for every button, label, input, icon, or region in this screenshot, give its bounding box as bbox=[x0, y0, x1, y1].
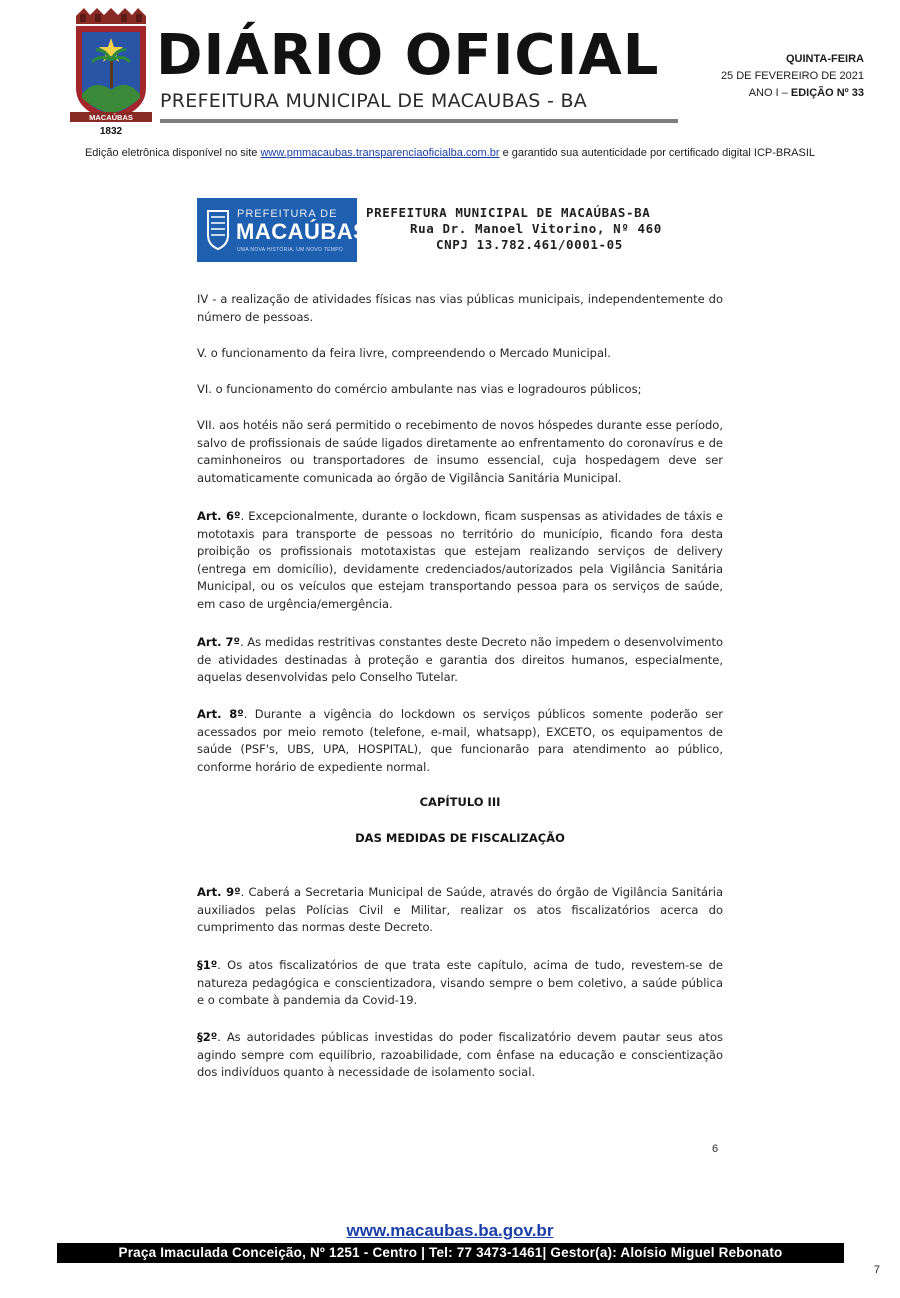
paragraph-1-text: . Os atos fiscalizatórios de que trata este capítulo, acima de tudo, revestem-se de natureza pedagógica e conscientizadora, visando sempre o bem coletivo, a saúde pública e o combate à pandemia da Covid-19. bbox=[197, 958, 723, 1008]
logo-name: MACAÚBAS bbox=[236, 219, 369, 244]
masthead-title: DIÁRIO OFICIAL bbox=[156, 23, 660, 88]
crest-icon bbox=[207, 207, 229, 251]
chapter-title: DAS MEDIDAS DE FISCALIZAÇÃO bbox=[355, 831, 565, 845]
article-8-label: Art. 8º bbox=[197, 707, 244, 721]
logo-top-text: PREFEITURA DE bbox=[237, 208, 338, 220]
article-9 bbox=[197, 884, 723, 937]
year-label: ANO I – bbox=[748, 87, 791, 99]
page-number: 7 bbox=[873, 1264, 880, 1276]
article-7-text: . As medidas restritivas constantes deste Decreto não impedem o desenvolvimento de atividades destinadas à proteção e garantia dos direitos humanos, especialmente, aquelas desenvolvidas pelo Conselho Tutelar. bbox=[197, 635, 723, 685]
prefeitura-logo bbox=[197, 198, 369, 262]
article-8-text: . Durante a vigência do lockdown os serviços públicos somente poderão ser acessados por meio remoto (telefone, e-mail, whatsapp), EXCETO, os equipamentos de saúde (PSF's, UBS, UPA, HOSPITAL), que funcionarão para atendimento ao público, conforme horário de expediente normal. bbox=[197, 707, 723, 774]
decree-header-text bbox=[366, 205, 716, 253]
paragraph-v: V. o funcionamento da feira livre, compreendendo o Mercado Municipal. bbox=[197, 346, 611, 360]
municipal-site-link[interactable]: www.macaubas.ba.gov.br bbox=[346, 1221, 554, 1240]
article-9-text: . Caberá a Secretaria Municipal de Saúde, através do órgão de Vigilância Sanitária auxiliados pelas Polícias Civil e Militar, realizar os atos fiscalizatórios acerca do cumprimento das normas deste Decreto. bbox=[197, 885, 724, 935]
header-line-3: CNPJ 13.782.461/0001-05 bbox=[436, 237, 623, 252]
article-6-text: . Excepcionalmente, durante o lockdown, ficam suspensas as atividades de táxis e mototaxis para transporte de pessoas no território do município, ficando fora desta proibição os profissionais mototaxistas que estejam realizando serviços de delivery (entrega em domicílio), devidamente credenciados/autorizados pela Vigilância Sanitária Municipal, ou os veículos que estejam transportando pessoa para os serviços de saúde, em caso de urgência/emergência. bbox=[197, 509, 723, 611]
edition-number: EDIÇÃO Nº 33 bbox=[790, 87, 864, 99]
footer-address-bar: Praça Imaculada Conceição, Nº 1251 - Centro | Tel: 77 3473-1461| Gestor(a): Aloísio Miguel Rebonato bbox=[57, 1243, 844, 1263]
paragraph-2-label: §2º bbox=[197, 1030, 218, 1044]
coat-ribbon-text: MACAÚBAS bbox=[89, 113, 133, 122]
paragraph-2-text: . As autoridades públicas investidas do poder fiscalizatório devem pautar seus atos agindo sempre com equilíbrio, razoabilidade, com ênfase na educação e conscientização dos indivíduos quanto à necessidade de isolamento social. bbox=[197, 1030, 723, 1080]
paragraph-iv: IV - a realização de atividades físicas nas vias públicas municipais, independentemente do número de pessoas. bbox=[197, 292, 723, 324]
footer-url bbox=[0, 1221, 900, 1241]
edition-line bbox=[721, 85, 864, 102]
article-6 bbox=[197, 508, 723, 614]
masthead-subtitle: PREFEITURA MUNICIPAL DE MACAUBAS - BA bbox=[160, 90, 588, 112]
edition-note-after: e garantido sua autenticidade por certificado digital ICP-BRASIL bbox=[499, 147, 816, 159]
transparency-site-link[interactable]: www.pmmacaubas.transparenciaoficialba.com.br bbox=[260, 147, 500, 159]
paragraph-vi: VI. o funcionamento do comércio ambulante nas vias e logradouros públicos; bbox=[197, 382, 642, 396]
paragraph-1 bbox=[197, 957, 723, 1010]
article-8 bbox=[197, 706, 723, 776]
issue-date: 25 DE FEVEREIRO DE 2021 bbox=[720, 70, 864, 82]
article-9-label: Art. 9º bbox=[197, 885, 241, 899]
article-6-label: Art. 6º bbox=[197, 509, 241, 523]
paragraph-1-label: §1º bbox=[197, 958, 218, 972]
header-line-2: Rua Dr. Manoel Vitorino, Nº 460 bbox=[410, 221, 662, 236]
inner-page-number: 6 bbox=[712, 1143, 719, 1155]
coat-of-arms-icon bbox=[70, 8, 152, 136]
weekday: QUINTA-FEIRA bbox=[785, 53, 864, 65]
masthead-rule bbox=[160, 119, 678, 123]
coat-year: 1832 bbox=[99, 126, 123, 136]
article-7 bbox=[197, 634, 723, 687]
paragraph-vii: VII. aos hotéis não será permitido o recebimento de novos hóspedes durante esse período, salvo de profissionais de saúde ligados diretamente ao enfrentamento do coronavírus e de caminhoneiros ou transportadores de insumo essencial, cuja hospedagem deve ser automaticamente comunicada ao órgão de Vigilância Sanitária Municipal. bbox=[197, 418, 723, 485]
header-line-1: PREFEITURA MUNICIPAL DE MACAÚBAS-BA bbox=[366, 205, 651, 220]
article-7-label: Art. 7º bbox=[197, 635, 240, 649]
chapter-heading: CAPÍTULO III bbox=[419, 795, 501, 809]
logo-tagline: UMA NOVA HISTÓRIA, UM NOVO TEMPO bbox=[237, 247, 344, 253]
edition-note-before: Edição eletrônica disponível no site bbox=[84, 147, 261, 159]
paragraph-2 bbox=[197, 1029, 723, 1082]
date-block bbox=[721, 51, 864, 102]
edition-note bbox=[0, 147, 900, 159]
